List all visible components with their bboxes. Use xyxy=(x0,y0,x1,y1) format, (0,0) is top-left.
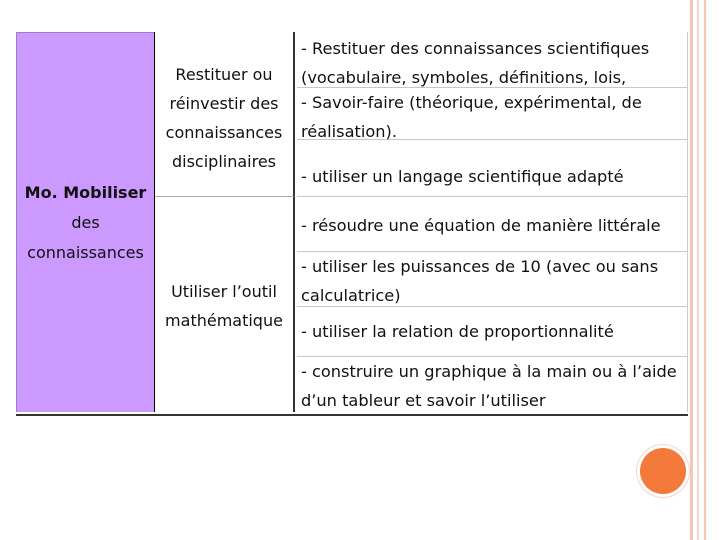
item-line: calculatrice) xyxy=(301,286,401,305)
subcategory-cell xyxy=(155,32,295,197)
item-cell xyxy=(297,140,688,197)
item-cell xyxy=(297,88,688,140)
subcategory-line: mathématique xyxy=(165,311,283,330)
category-line: connaissances xyxy=(27,242,144,262)
item-cell xyxy=(297,32,688,88)
category-line: des xyxy=(71,212,100,232)
item-line: - résoudre une équation de manière littérale xyxy=(301,216,661,235)
item-line: - utiliser la relation de proportionnalité xyxy=(301,322,614,341)
subcategory-label xyxy=(159,60,289,176)
item-cell xyxy=(297,357,688,412)
item-cell xyxy=(297,197,688,252)
item-line: - Savoir-faire (théorique, expérimental, de xyxy=(301,93,642,112)
item-cell xyxy=(297,252,688,307)
competency-table xyxy=(16,32,688,416)
item-cell xyxy=(297,307,688,357)
item-line: - construire un graphique à la main ou à l’aide xyxy=(301,362,677,381)
decorative-stripe xyxy=(704,0,706,540)
subcategory-line: réinvestir des xyxy=(169,94,279,113)
table-right-border xyxy=(687,32,688,412)
subcategory-line: Restituer ou xyxy=(175,65,273,84)
subcategory-cell xyxy=(155,197,295,412)
item-line: d’un tableur et savoir l’utiliser xyxy=(301,391,546,410)
item-line: - utiliser les puissances de 10 (avec ou sans xyxy=(301,257,659,276)
decorative-circle xyxy=(640,448,686,494)
category-cell xyxy=(16,32,154,412)
subcategory-line: connaissances xyxy=(165,123,283,142)
item-line: - Restituer des connaissances scientifiques xyxy=(301,39,650,58)
category-label xyxy=(21,178,151,268)
subcategory-label xyxy=(159,277,289,335)
subcategory-line: disciplinaires xyxy=(171,152,277,171)
decorative-stripe xyxy=(697,0,699,540)
category-line: Mo. Mobiliser xyxy=(24,182,147,202)
subcategory-line: Utiliser l’outil xyxy=(171,282,277,301)
item-line: réalisation). xyxy=(301,122,397,141)
item-line: - utiliser un langage scientifique adapté xyxy=(301,167,624,186)
item-line: (vocabulaire, symboles, définitions, lois, xyxy=(301,68,627,87)
decorative-stripe xyxy=(690,0,693,540)
